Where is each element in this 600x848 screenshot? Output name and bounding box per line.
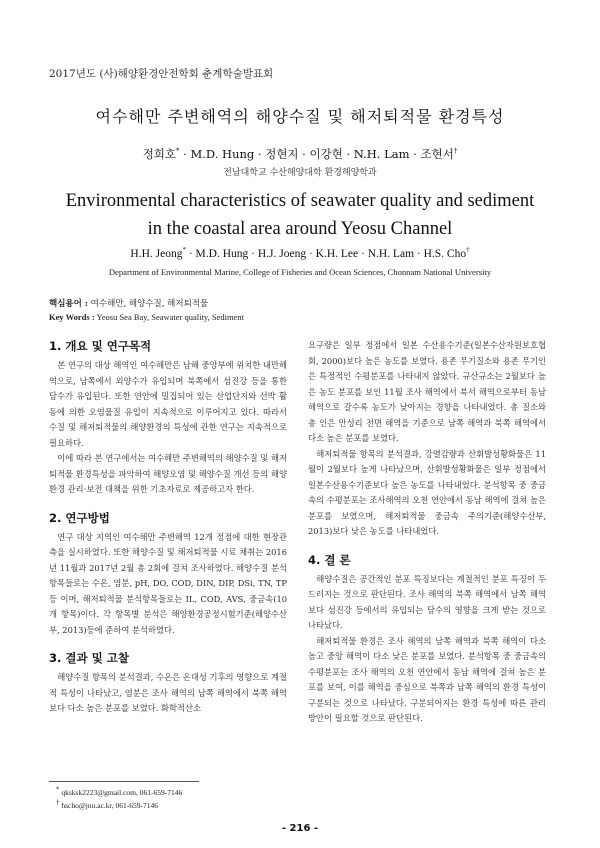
- coauthors-ko: · M.D. Hung · 정현지 · 이강현 · N.H. Lam · 조현서: [179, 147, 454, 161]
- title-english-line2: in the coastal area around Yeosu Channel: [147, 219, 453, 239]
- section-1-paragraph-1: 본 연구의 대상 해역인 여수해만은 남해 중앙부에 위치한 내만해역으로, 남쪽에서 외양수가 유입되며 북쪽에서 섬진강 등을 통한 담수가 유입된다. 또한 연안에 밀집되어 있는 산업단지와 선박 활동에 의한 오염물질 유입이 지속적으로 이루어지고 있다. 따라서 수질 및 해저퇴적물의 해양환경의 특성에 관한 연구는 지속적으로 필요하다.: [49, 360, 287, 448]
- section-1-paragraph-2: 이에 따라 본 연구에서는 여수해만 주변해역의 해양수질 및 해저퇴적물 환경특성을 파악하여 해양오염 및 해양수질 개선 등의 해양환경 관리·보전 대책을 위한 기초자료로 제공하고자 한다.: [49, 453, 287, 494]
- conference-header: 2017년도 (사)해양환경안전학회 춘계학술발표회: [49, 68, 274, 80]
- footnote-1-mark: *: [56, 785, 60, 794]
- keywords-english-label: Key Words :: [49, 312, 95, 322]
- keywords-english: [49, 312, 244, 322]
- affiliation-korean: 전남대학교 수산해양대학 환경해양학과: [223, 168, 377, 178]
- left-column: [49, 338, 287, 717]
- section-4-paragraph-1: 해양수질은 공간적인 분포 특징보다는 계절적인 분포 특징이 두드러지는 것으로 판단된다. 조사 해역의 북쪽 해역에서 남쪽 해역보다 섬진강 등에서의 유입되는 담수의 영향을 크게 받는 것으로 나타났다.: [308, 573, 546, 630]
- first-author-ko: 정희호: [142, 147, 177, 161]
- title-english-line1: Environmental characteristics of seawater quality and sediment: [65, 191, 535, 211]
- footnote-1-text: qksksk2223@gmail.com, 061-659-7146: [59, 788, 183, 797]
- keywords-korean-label: 핵심용어 :: [49, 299, 88, 309]
- section-4-paragraph-2: 해저퇴적물 환경은 조사 해역의 남쪽 해역과 북쪽 해역이 다소 높고 중앙 해역이 다소 낮은 분포를 보였다. 분석항목 중 중금속의 수평분포는 조사 해역의 오천 연안에서 동남 해역에 걸쳐 높은 분포를 보여, 이를 해역을 중심으로 북쪽과 남쪽 해역의 환경 특성이 구분되는 것으로 나타났다. 구분되어지는 환경 특성에 따른 관리 방안이 필요할 것으로 판단된다.: [308, 635, 546, 723]
- authors-english: [0, 248, 600, 260]
- footnote-2-mark: †: [56, 798, 60, 807]
- section-3-paragraph-2: 해저퇴적물 항목의 분석결과, 강열감량과 산휘발성황화물은 11월이 2월보다 높게 나타났으며, 산휘발성황화물은 일부 정점에서 일본수산용수기준보다 높은 농도를 나타내었다. 분석항목 중 중금속의 수평분포는 조사해역의 오천 연안에서 동남 해역에 걸쳐 높은 분포를 보였으며, 해저퇴적물 중금속 주의기준(해양수산부, 2013)보다 낮은 농도를 나타내었다.: [308, 448, 546, 536]
- footnote-2-text: hscho@jnu.ac.kr, 061-659-7146: [59, 801, 158, 810]
- corresponding-mark-ko: †: [453, 147, 458, 156]
- section-3-paragraph-1: 해양수질 항목의 분석결과, 수온은 온대성 기후의 영향으로 계절적 특성이 나타났고, 염분은 조사 해역의 남쪽 해역에서 북쪽 해역보다 다소 높은 분포를 보였다. 화학적산소: [49, 672, 287, 713]
- title-english: [0, 187, 600, 243]
- first-author-mark-ko: *: [176, 147, 180, 156]
- authors-korean: [0, 146, 600, 162]
- section-3-paragraph-1-continued: 요구량은 일부 정점에서 일본 수산용수기준(일본수산자원보호협회, 2000)보다 높은 농도를 보였다. 용존 무기질소와 용존 무기인은 특정적인 수평분포를 나타내지 않았다. 규산규소는 2월보다 높은 농도 분포를 보인 11월 조사 해역에서 북서 해역으로부터 동남 해역으로 갈수록 농도가 낮아지는 경향을 나타내었다. 총 질소와 총 인은 만성리 전면 해역을 기준으로 남쪽 해역과 북쪽 해역에서 다소 높은 분포를 보였다.: [308, 340, 546, 443]
- section-3-heading: 3. 결과 및 고찰: [49, 651, 129, 665]
- section-1-heading: 1. 개요 및 연구목적: [49, 339, 152, 353]
- first-author-mark-en: *: [182, 246, 186, 255]
- coauthors-en: · M.D. Hung · H.J. Joeng · K.H. Lee · N.H. Lam · H.S. Cho: [185, 248, 467, 260]
- first-author-en: H.H. Jeong: [130, 248, 183, 260]
- section-4-heading: 4. 결 론: [308, 552, 351, 567]
- title-korean: 여수해만 주변해역의 해양수질 및 해저퇴적물 환경특성: [95, 107, 505, 126]
- page-number: - 216 -: [281, 823, 319, 834]
- footnote-1: [56, 785, 183, 797]
- right-column: [308, 338, 546, 727]
- keywords-english-text: Yeosu Sea Bay, Seawater quality, Sediment: [94, 312, 244, 322]
- affiliation-english: Department of Environmental Marine, College of Fisheries and Ocean Sciences, Chonnam National University: [108, 267, 492, 277]
- section-2-paragraph-1: 연구 대상 지역인 여수해만 주변해역 12개 정점에 대한 현장관측을 실시하였다. 또한 해양수질 및 해저퇴적물 시료 채취는 2016년 11월과 2017년 2월 총 2회에 걸쳐 조사하였다. 해양수질 분석항목들로는 수온, 염분, pH, DO, COD, DIN, DIP, DSi, TN, TP 등 이며, 해저퇴적물 분석항목들로는 IL, COD, AVS, 중금속(10개 항목)이다. 각 항목별 분석은 해양환경공정시험기준(해양수산부, 2013)등에 준하여 분석하였다.: [49, 531, 287, 635]
- footnote-divider: [49, 781, 199, 782]
- footnote-2: [56, 798, 158, 810]
- keywords-korean: [49, 297, 208, 309]
- keywords-korean-text: 여수해만, 해양수질, 해저퇴적물: [87, 299, 209, 309]
- section-2-heading: 2. 연구방법: [49, 510, 110, 525]
- corresponding-mark-en: †: [466, 246, 470, 255]
